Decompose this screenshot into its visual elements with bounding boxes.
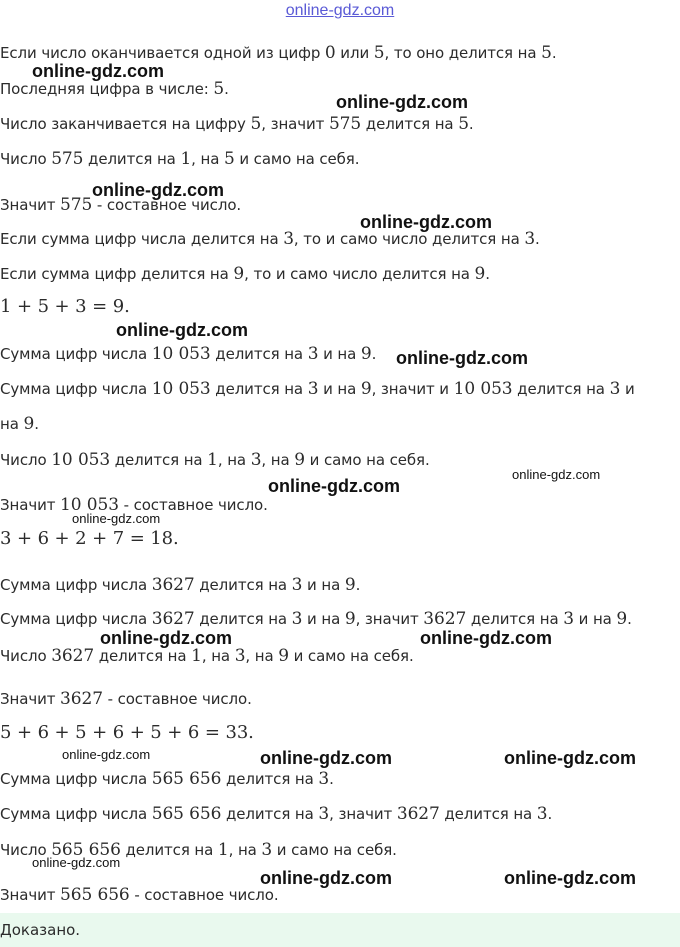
text-line: Если сумма цифр числа делится на 3, то и само число делится на 3. [0,229,540,249]
watermark: online-gdz.com [260,748,392,768]
text-line: Число 565 656 делится на 1, на 3 и само на себя. [0,840,397,860]
watermark: online-gdz.com [32,61,164,81]
watermark: online-gdz.com [92,180,224,200]
text-line: Значит 565 656 - составное число. [0,885,279,905]
text-line: Значит 575 - составное число. [0,195,242,215]
watermark: online-gdz.com [268,476,400,496]
text-line: Число 10 053 делится на 1, на 3, на 9 и само на себя. [0,450,430,470]
text-line: Сумма цифр числа 3627 делится на 3 и на 9, значит 3627 делится на 3 и на 9. [0,609,632,629]
text-line: Сумма цифр числа 10 053 делится на 3 и на 9, значит и 10 053 делится на 3 и [0,379,635,399]
text-line: Если число оканчивается одной из цифр 0 или 5, то оно делится на 5. [0,43,557,63]
watermark: online-gdz.com [260,868,392,888]
watermark: online-gdz.com [396,348,528,368]
header-watermark: online-gdz.com [285,2,395,19]
watermark: online-gdz.com [72,511,161,526]
equation-line: 1 + 5 + 3 = 9. [0,296,130,317]
equation-line: 3 + 6 + 2 + 7 = 18. [0,528,179,549]
watermark: online-gdz.com [504,748,636,768]
equation-line: 5 + 6 + 5 + 6 + 5 + 6 = 33. [0,722,254,743]
watermark: online-gdz.com [62,747,151,762]
text-line: Сумма цифр числа 565 656 делится на 3, значит 3627 делится на 3. [0,804,553,824]
text-line: Число 575 делится на 1, на 5 и само на себя. [0,149,360,169]
watermark: online-gdz.com [32,855,121,870]
text-line: Число 3627 делится на 1, на 3, на 9 и само на себя. [0,646,414,666]
text-line: Число заканчивается на цифру 5, значит 575 делится на 5. [0,114,474,134]
text-line: Сумма цифр числа 3627 делится на 3 и на 9. [0,575,361,595]
watermark: online-gdz.com [336,92,468,112]
proved-banner [0,913,680,947]
text-line: Если сумма цифр делится на 9, то и само число делится на 9. [0,264,490,284]
text-line: Сумма цифр числа 10 053 делится на 3 и на 9. [0,344,377,364]
watermark: online-gdz.com [512,467,601,482]
watermark: online-gdz.com [360,212,492,232]
text-line: на 9. [0,414,39,434]
watermark: online-gdz.com [420,628,552,648]
text-line: Последняя цифра в числе: 5. [0,79,229,99]
text-line: Сумма цифр числа 565 656 делится на 3. [0,769,334,789]
watermark: online-gdz.com [504,868,636,888]
watermark: online-gdz.com [116,320,248,340]
watermark: online-gdz.com [100,628,232,648]
text-line: Значит 10 053 - составное число. [0,495,268,515]
text-line: Значит 3627 - составное число. [0,689,252,709]
proved-label: Доказано. [0,921,81,939]
